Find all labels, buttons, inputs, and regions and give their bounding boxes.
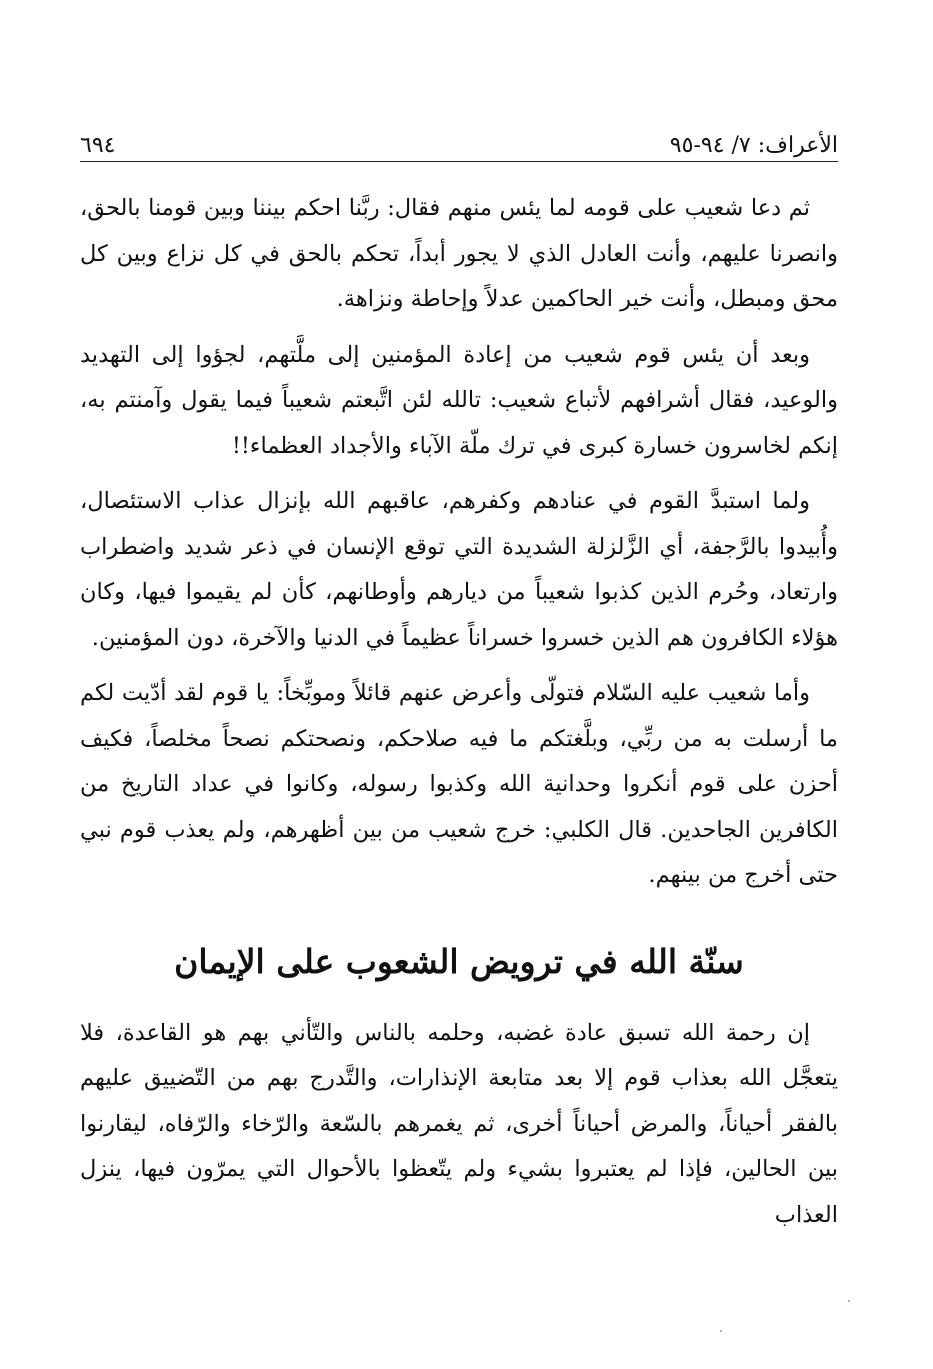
paragraph: إن رحمة الله تسبق عادة غضبه، وحلمه بالناس والتّأني بهم هو القاعدة، فلا يتعجَّل الله بعذاب قوم إلا بعد متابعة الإنذارات، والتَّدرج بهم من التّضييق عليهم بالفقر أحياناً، والمرض أحياناً أخرى، ثم يغمرهم بالسّعة والرّخاء والرّفاه، ليقارنوا بين الحالين، فإذا لم يعتبروا بشيء ولم يتّعظوا بالأحوال التي يمرّون فيها، ينزل العذاب bbox=[80, 1019, 838, 1228]
scan-speck bbox=[848, 1300, 850, 1302]
section-heading: سنّة الله في ترويض الشعوب على الإيمان bbox=[174, 941, 744, 981]
header-rule bbox=[80, 161, 838, 162]
running-header bbox=[80, 118, 838, 158]
page-number: ٦٩٤ bbox=[80, 133, 116, 158]
paragraph: وأما شعيب عليه السّلام فتولّى وأعرض عنهم قائلاً وموبِّخاً: يا قوم لقد أدّيت لكم ما أرسلت به من ربِّي، وبلَّغتكم ما فيه صلاحكم، ونصحتكم نصحاً مخلصاً، فكيف أحزن على قوم أنكروا وحدانية الله وكذبوا رسوله، وكانوا في عداد التاريخ من الكافرين الجاحدين. قال الكلبي: خرج شعيب من بين أظهرهم، ولم يعذب قوم نبي حتى أخرج من بينهم. bbox=[80, 680, 838, 888]
scan-speck bbox=[720, 1330, 722, 1332]
body-text bbox=[80, 186, 838, 1248]
surah-reference: الأعراف: ٧/ ٩٤-٩٥ bbox=[669, 133, 838, 158]
paragraph: وبعد أن يئس قوم شعيب من إعادة المؤمنين إلى ملَّتهم، لجؤوا إلى التهديد والوعيد، فقال أشرافهم لأتباع شعيب: تالله لئن اتَّبعتم شعيباً فيما يقول وآمنتم به، إنكم لخاسرون خسارة كبرى في ترك ملّة الآباء والأجداد العظماء!! bbox=[80, 341, 838, 459]
paragraph: ولما استبدَّ القوم في عنادهم وكفرهم، عاقبهم الله بإنزال عذاب الاستئصال، وأُبيدوا بالرَّجفة، أي الزَّلزلة الشديدة التي توقع الإنسان في ذعر شديد واضطراب وارتعاد، وحُرم الذين كذبوا شعيباً من ديارهم وأوطانهم، كأن لم يقيموا فيها، وكان هؤلاء الكافرون هم الذين خسروا خسراناً عظيماً في الدنيا والآخرة، دون المؤمنين. bbox=[80, 488, 838, 651]
paragraph: ثم دعا شعيب على قومه لما يئس منهم فقال: ربَّنا احكم بيننا وبين قومنا بالحق، وانصرنا عليهم، وأنت العادل الذي لا يجور أبداً، تحكم بالحق في كل نزاع وبين كل محق ومبطل، وأنت خير الحاكمين عدلاً وإحاطة ونزاهة. bbox=[80, 195, 838, 312]
